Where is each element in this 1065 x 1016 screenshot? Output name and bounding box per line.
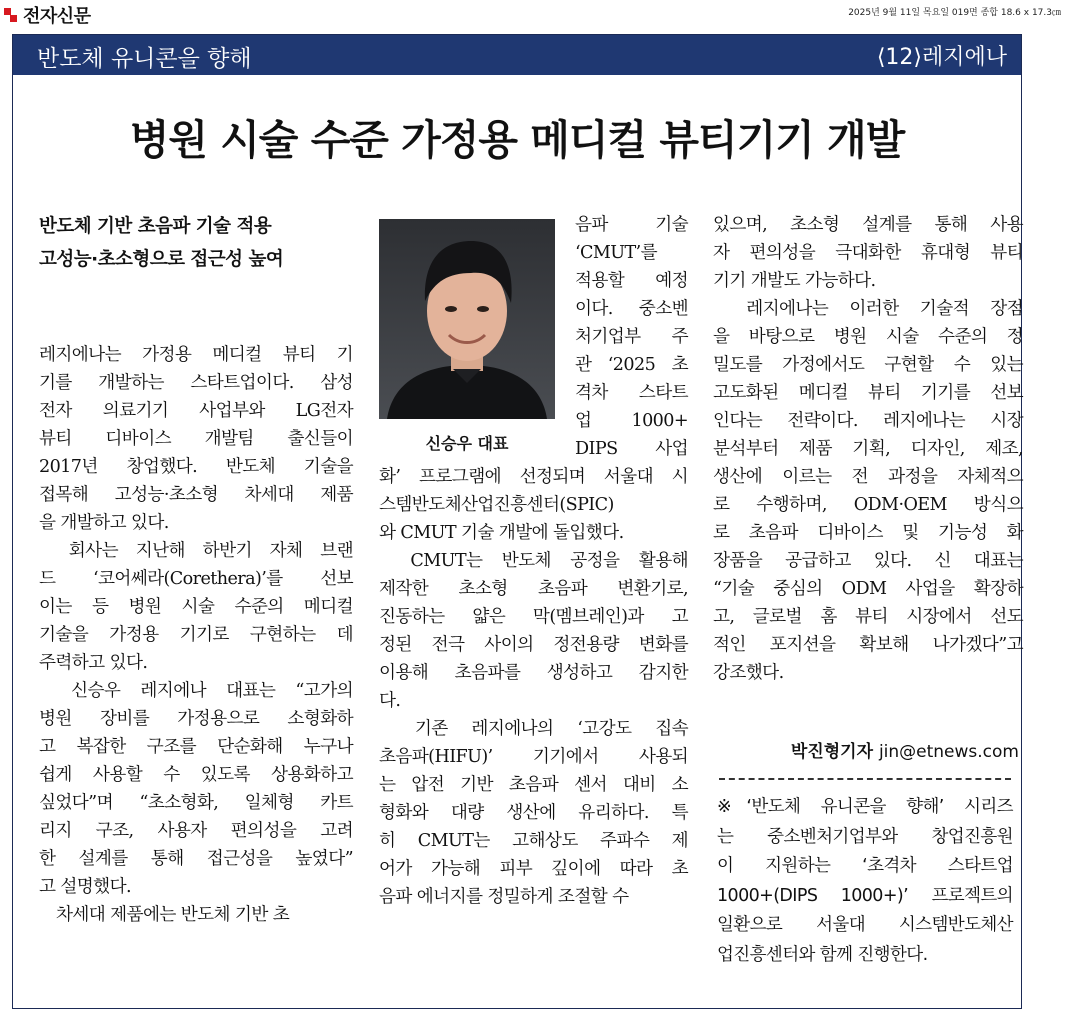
body-line: 을 개발하고 있다. (39, 513, 169, 533)
body-column-2 (379, 463, 688, 911)
body-line: 다. (379, 691, 401, 711)
subheadline (39, 210, 359, 276)
ceo-portrait-image (379, 219, 555, 419)
body-line: 관 ‘2025 초 (575, 355, 688, 375)
body-line: 고, 글로벌 홈 뷰티 시장에서 선도 (713, 607, 1023, 627)
body-line: 병원 장비를 가정용으로 소형화하 (39, 709, 353, 729)
body-line: 레지에나는 이러한 기술적 장점 (713, 299, 1023, 319)
body-line: 드 ‘코어쎄라(Corethera)’를 선보 (39, 569, 353, 589)
photo-caption: 신승우 대표 (425, 434, 509, 453)
body-line: 분석부터 제품 기획, 디자인, 제조, (713, 439, 1023, 459)
body-line: 어가 가능해 피부 깊이에 따라 초 (379, 859, 688, 879)
body-line: 장품을 공급하고 있다. 신 대표는 (713, 551, 1023, 571)
series-banner (13, 35, 1021, 75)
note-line: 는 중소벤처기업부와 창업진흥원 (717, 826, 1013, 847)
body-column-2-top (575, 211, 688, 463)
body-line: 이다. 중소벤 (575, 299, 688, 319)
note-line: 업진흥센터와 함께 진행한다. (717, 944, 928, 965)
article (12, 34, 1022, 1009)
body-line: “기술 중심의 ODM 사업을 확장하 (713, 579, 1023, 599)
body-line: 기를 개발하는 스타트업이다. 삼성 (39, 373, 353, 393)
body-line: 2017년 창업했다. 반도체 기술을 (39, 457, 353, 477)
body-line: 이는 등 병원 시술 수준의 메디컬 (39, 597, 353, 617)
ceo-photo (379, 219, 555, 419)
divider (719, 778, 1011, 780)
reporter-name: 박진형기자 (790, 742, 874, 762)
body-line: 히 CMUT는 고해상도 주파수 제 (379, 831, 688, 851)
logo-text: 전자신문 (23, 6, 91, 27)
body-line: 리지 구조, 사용자 편의성을 고려 (39, 821, 353, 841)
body-line: 신승우 레지에나 대표는 “고가의 (39, 681, 353, 701)
body-line: 뷰티 디바이스 개발팀 출신들이 (39, 429, 353, 449)
body-line: 업 1000+ (575, 411, 688, 431)
body-line: ‘CMUT’를 (575, 243, 658, 263)
body-line: 초음파(HIFU)’ 기기에서 사용되 (379, 747, 688, 767)
body-line: 있으며, 초소형 설계를 통해 사용 (713, 215, 1023, 235)
note-line: 이 지원하는 ‘초격차 스타트업 (717, 856, 1013, 877)
body-line: 고도화된 메디컬 뷰티 기기를 선보 (713, 383, 1023, 403)
body-line: 로 초음파 디바이스 및 기능성 화 (713, 523, 1023, 543)
reporter-email: jin@etnews.com (878, 742, 1019, 762)
body-line: 레지에나는 가정용 메디컬 뷰티 기 (39, 345, 353, 365)
body-line: 쉽게 사용할 수 있도록 상용화하고 (39, 765, 353, 785)
body-line: DIPS 사업 (575, 439, 688, 459)
logo-mark-icon (4, 6, 20, 24)
body-line: 한 설계를 통해 접근성을 높였다” (39, 849, 353, 869)
body-line: 스템반도체산업진흥센터(SPIC) (379, 495, 614, 515)
body-line: 진동하는 얇은 막(멤브레인)과 고 (379, 607, 688, 627)
body-line: 음파 에너지를 정밀하게 조절할 수 (379, 887, 629, 907)
headline: 병원 시술 수준 가정용 메디컬 뷰티기기 개발 (129, 116, 905, 164)
body-line: 화’ 프로그램에 선정되며 서울대 시 (379, 467, 688, 487)
body-line: 는 압전 기반 초음파 센서 대비 소 (379, 775, 688, 795)
series-note (717, 793, 1013, 971)
body-line: 을 바탕으로 병원 시술 수준의 정 (713, 327, 1023, 347)
subheadline-line: 고성능·초소형으로 접근성 높여 (39, 249, 284, 270)
note-line: 1000+(DIPS 1000+)’ 프로젝트의 (717, 885, 1013, 906)
body-line: 격차 스타트 (575, 383, 688, 403)
note-line: ※‘반도체 유니콘을 향해’ 시리즈 (717, 797, 1013, 817)
body-line: 고 설명했다. (39, 877, 131, 897)
body-line: 이용해 초음파를 생성하고 감지한 (379, 663, 688, 683)
body-line: 자 편의성을 극대화한 휴대형 뷰티 (713, 243, 1023, 263)
body-line: 접목해 고성능·초소형 차세대 제품 (39, 485, 353, 505)
body-line: 싶었다”며 “초소형화, 일체형 카트 (39, 793, 353, 813)
body-line: 기기 개발도 가능하다. (713, 271, 876, 291)
body-line: 차세대 제품에는 반도체 기반 초 (39, 905, 290, 925)
series-title: 반도체 유니콘을 향해 (37, 46, 252, 72)
body-line: 밀도를 가정에서도 구현할 수 있는 (713, 355, 1023, 375)
body-line: 제작한 초소형 초음파 변환기로, (379, 579, 688, 599)
body-column-3 (713, 211, 1023, 687)
body-line: 적인 포지션을 확보해 나가겠다”고 (713, 635, 1023, 655)
series-number: ⟨12⟩레지에나 (876, 45, 1007, 70)
subheadline-line: 반도체 기반 초음파 기술 적용 (39, 216, 272, 237)
body-column-1 (39, 341, 353, 929)
body-line: 생산에 이르는 전 과정을 자체적으 (713, 467, 1023, 487)
body-line: 회사는 지난해 하반기 자체 브랜 (39, 541, 353, 561)
body-line: 주력하고 있다. (39, 653, 148, 673)
body-line: 처기업부 주 (575, 327, 688, 347)
body-line: 기술을 가정용 기기로 구현하는 데 (39, 625, 353, 645)
body-line: 로 수행하며, ODM·OEM 방식으 (713, 495, 1023, 515)
masthead (0, 0, 1065, 28)
etnews-logo (4, 2, 91, 28)
body-line: 기존 레지에나의 ‘고강도 집속 (379, 719, 688, 739)
body-line: 음파 기술 (575, 215, 688, 235)
body-line: 전자 의료기기 사업부와 LG전자 (39, 401, 353, 421)
body-line: 적용할 예정 (575, 271, 688, 291)
body-line: 고 복잡한 구조를 단순화해 누구나 (39, 737, 353, 757)
body-line: 인다는 전략이다. 레지에나는 시장 (713, 411, 1023, 431)
body-line: 형화와 대량 생산에 유리하다. 특 (379, 803, 688, 823)
body-line: CMUT는 반도체 공정을 활용해 (379, 551, 688, 571)
body-line: 정된 전극 사이의 정전용량 변화를 (379, 635, 688, 655)
note-line: 일환으로 서울대 시스템반도체산 (717, 915, 1013, 936)
publication-info: 2025년 9월 11일 목요일 019면 종합 18.6 x 17.3㎝ (848, 8, 1061, 18)
body-line: 와 CMUT 기술 개발에 돌입했다. (379, 523, 624, 543)
body-line: 강조했다. (713, 663, 784, 683)
